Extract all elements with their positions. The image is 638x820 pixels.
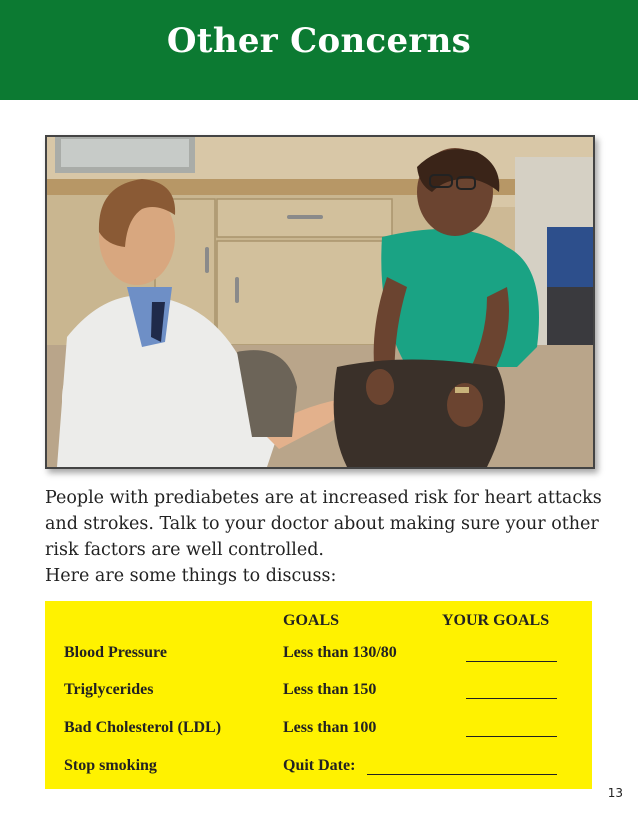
page-title: Other Concerns xyxy=(166,21,472,61)
row-goal-triglycerides: Less than 150 xyxy=(283,681,377,698)
your-goal-field-ldl[interactable] xyxy=(466,736,557,737)
row-goal-quit-date: Quit Date: xyxy=(283,757,356,774)
row-goal-blood-pressure: Less than 130/80 xyxy=(283,644,397,661)
column-header-goals: GOALS xyxy=(283,612,340,629)
doctor-patient-photo xyxy=(45,135,595,469)
page-header xyxy=(0,0,638,100)
your-goal-field-triglycerides[interactable] xyxy=(466,698,557,699)
intro-prompt: Here are some things to discuss: xyxy=(45,566,337,586)
quit-date-field[interactable] xyxy=(367,774,557,775)
your-goal-field-blood-pressure[interactable] xyxy=(466,661,557,662)
row-label-stop-smoking: Stop smoking xyxy=(64,757,157,774)
row-label-triglycerides: Triglycerides xyxy=(64,681,154,698)
page-number: 13 xyxy=(607,786,623,800)
column-header-your-goals: YOUR GOALS xyxy=(442,612,550,629)
row-label-blood-pressure: Blood Pressure xyxy=(64,644,167,661)
intro-text xyxy=(45,485,605,589)
row-label-ldl: Bad Cholesterol (LDL) xyxy=(64,719,222,736)
row-goal-ldl: Less than 100 xyxy=(283,719,377,736)
goals-table xyxy=(45,601,592,789)
intro-paragraph: People with prediabetes are at increased risk for heart attacks and strokes. Talk to your doctor about making sure your other risk factors are well controlled. xyxy=(45,488,602,560)
